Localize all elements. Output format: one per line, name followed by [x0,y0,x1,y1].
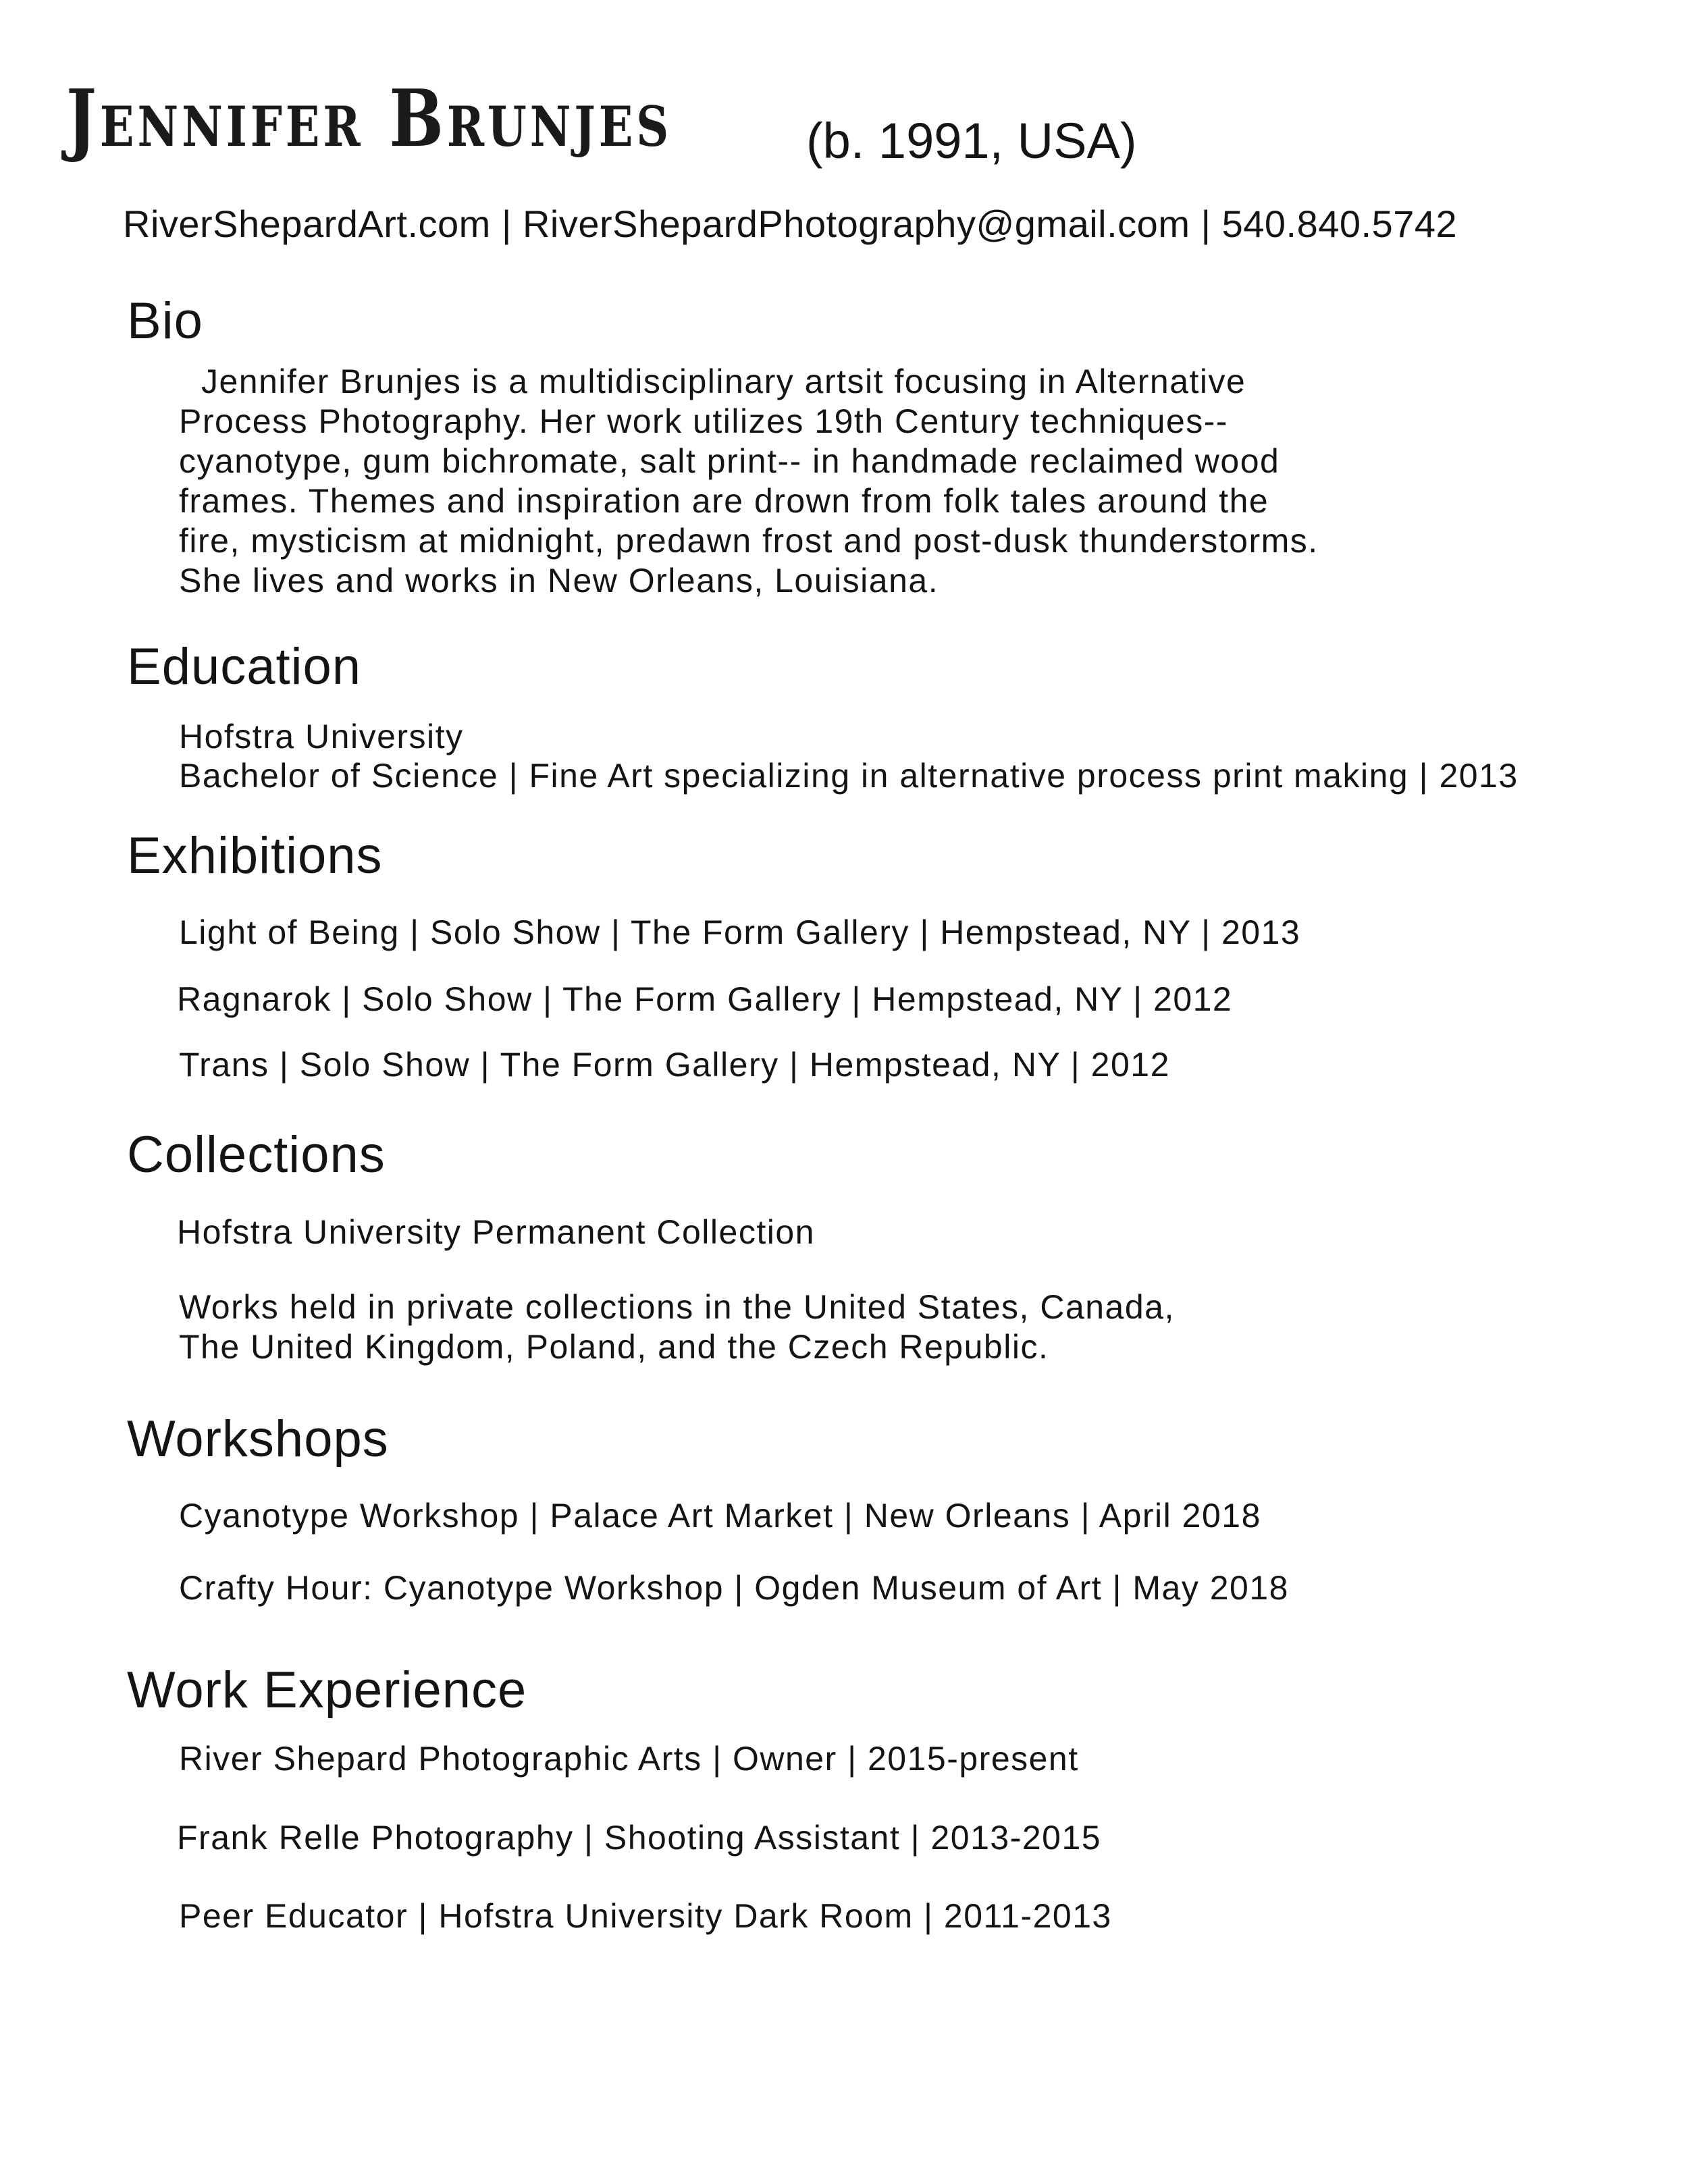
collection-item: Works held in private collections in the United States, Canada, [179,1288,1175,1326]
bio-line: Jennifer Brunjes is a multidisciplinary artsit focusing in Alternative [201,363,1246,400]
exhibition-item: Ragnarok | Solo Show | The Form Gallery | Hempstead, NY | 2012 [177,980,1233,1018]
work-experience-heading: Work Experience [127,1661,527,1719]
bio-line: She lives and works in New Orleans, Louisiana. [179,562,939,600]
workshop-item: Cyanotype Workshop | Palace Art Market | New Orleans | April 2018 [179,1497,1261,1535]
contact-line: RiverShepardArt.com | RiverShepardPhotography@gmail.com | 540.840.5742 [123,203,1458,245]
work-experience-item: River Shepard Photographic Arts | Owner | 2015-present [179,1740,1079,1778]
exhibition-item: Light of Being | Solo Show | The Form Gallery | Hempstead, NY | 2013 [179,913,1301,951]
exhibitions-heading: Exhibitions [127,827,383,884]
artist-name: Jennifer Brunjes [66,73,672,165]
bio-line: frames. Themes and inspiration are drown from folk tales around the [179,482,1269,520]
collections-heading: Collections [127,1126,386,1183]
bio-line: fire, mysticism at midnight, predawn frost and post-dusk thunderstorms. [179,522,1319,560]
education-school: Hofstra University [179,718,464,755]
work-experience-item: Frank Relle Photography | Shooting Assistant | 2013-2015 [177,1819,1102,1857]
collection-item: The United Kingdom, Poland, and the Czech Republic. [179,1328,1049,1366]
bio-line: cyanotype, gum bichromate, salt print-- in handmade reclaimed wood [179,442,1280,480]
education-heading: Education [127,638,362,695]
bio-line: Process Photography. Her work utilizes 19th Century techniques-- [179,402,1229,440]
bio-heading: Bio [127,292,203,350]
education-degree: Bachelor of Science | Fine Art specializing in alternative process print making | 2013 [179,757,1519,795]
collection-item: Hofstra University Permanent Collection [177,1213,815,1251]
birth-info: (b. 1991, USA) [806,113,1137,169]
workshops-heading: Workshops [127,1410,389,1468]
workshop-item: Crafty Hour: Cyanotype Workshop | Ogden Museum of Art | May 2018 [179,1569,1289,1607]
work-experience-item: Peer Educator | Hofstra University Dark Room | 2011-2013 [179,1897,1112,1935]
exhibition-item: Trans | Solo Show | The Form Gallery | Hempstead, NY | 2012 [179,1046,1170,1084]
